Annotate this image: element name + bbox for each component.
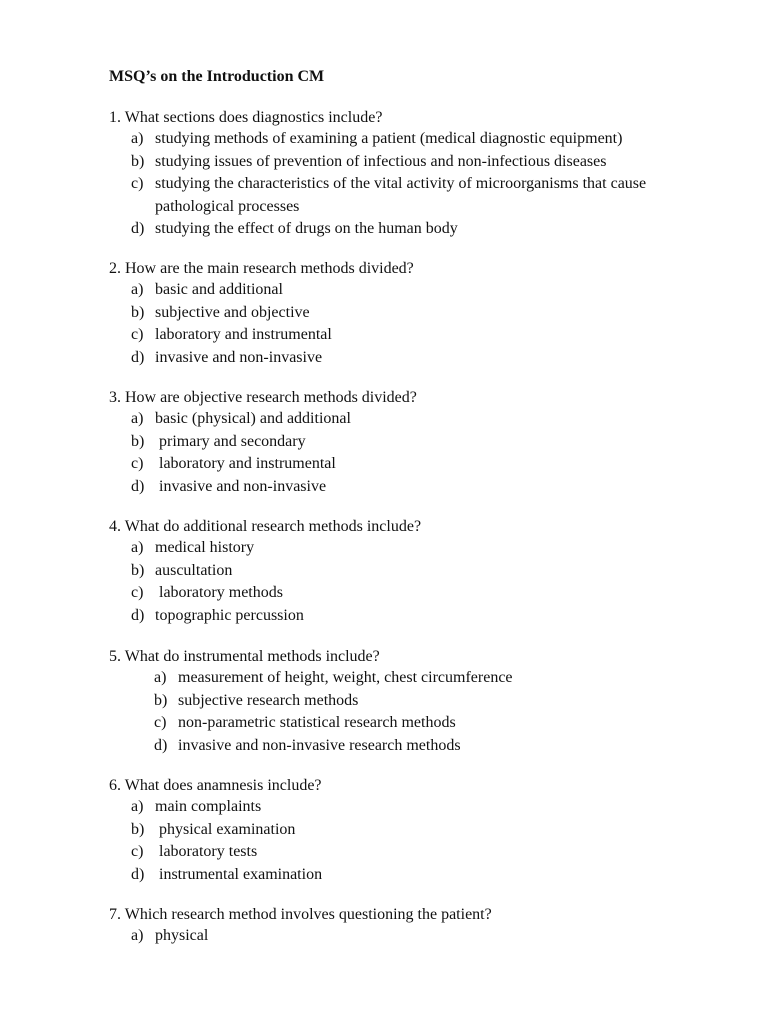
option-text: basic (physical) and additional <box>155 410 351 427</box>
options-list <box>109 537 729 627</box>
option-b <box>131 819 729 842</box>
question-text: 3. How are objective research methods divided? <box>109 389 417 406</box>
option-c <box>131 582 729 605</box>
option-text: subjective research methods <box>178 691 359 709</box>
option-letter: d) <box>131 348 145 366</box>
question-text: 4. What do additional research methods include? <box>109 518 422 535</box>
option-letter: a) <box>131 927 144 944</box>
option-letter: c) <box>131 326 144 344</box>
option-text: physical examination <box>159 820 296 838</box>
option-text: laboratory and instrumental <box>155 326 332 344</box>
option-text: invasive and non-invasive <box>155 348 323 366</box>
option-a <box>131 128 729 151</box>
option-letter: d) <box>131 865 145 883</box>
option-d <box>131 476 729 499</box>
options-list <box>109 667 729 757</box>
question-1 <box>109 108 729 241</box>
option-letter: a) <box>154 669 167 686</box>
question-text: 5. What do instrumental methods include? <box>109 648 380 665</box>
option-letter: b) <box>154 691 168 709</box>
option-c <box>131 841 729 864</box>
option-letter: a) <box>131 798 144 815</box>
option-b <box>131 431 729 454</box>
option-letter: a) <box>131 281 144 298</box>
question-4 <box>109 517 729 627</box>
option-letter: c) <box>131 175 144 193</box>
option-text: laboratory methods <box>159 584 283 602</box>
option-letter: d) <box>154 736 168 754</box>
option-b <box>131 302 729 325</box>
option-b <box>131 151 729 174</box>
option-a <box>131 925 729 948</box>
option-d <box>131 864 729 887</box>
options-list <box>109 796 729 886</box>
option-letter: c) <box>131 455 144 473</box>
option-text: measurement of height, weight, chest circumference <box>178 669 513 686</box>
option-letter: a) <box>131 130 144 147</box>
question-7 <box>109 905 729 948</box>
question-text: 6. What does anamnesis include? <box>109 777 322 794</box>
option-d <box>131 347 729 370</box>
option-d <box>154 735 729 758</box>
option-text: instrumental examination <box>159 865 323 883</box>
question-text: 2. How are the main research methods divided? <box>109 260 414 277</box>
option-text: primary and secondary <box>159 432 306 450</box>
options-list <box>109 128 729 241</box>
option-letter: a) <box>131 539 144 556</box>
option-b <box>131 560 729 583</box>
option-b <box>154 690 729 713</box>
option-text: basic and additional <box>155 281 283 298</box>
option-a <box>131 408 729 431</box>
option-letter: d) <box>131 606 145 624</box>
question-6 <box>109 776 729 886</box>
option-letter: a) <box>131 410 144 427</box>
option-letter: c) <box>131 584 144 602</box>
option-text: auscultation <box>155 561 233 579</box>
option-a <box>131 537 729 560</box>
option-letter: d) <box>131 477 145 495</box>
option-text: studying methods of examining a patient (medical diagnostic equipment) <box>155 130 623 147</box>
option-d <box>131 605 729 628</box>
option-c <box>131 324 729 347</box>
options-list <box>109 925 729 948</box>
option-text: studying the effect of drugs on the human body <box>155 220 458 238</box>
option-c <box>154 712 729 735</box>
option-text: physical <box>155 927 209 944</box>
options-list <box>109 279 729 369</box>
option-letter: b) <box>131 303 145 321</box>
option-text: laboratory and instrumental <box>159 455 336 473</box>
option-text: studying issues of prevention of infectious and non-infectious diseases <box>155 152 607 170</box>
option-a <box>131 796 729 819</box>
option-text: topographic percussion <box>155 606 304 624</box>
option-letter: b) <box>131 152 145 170</box>
option-letter: b) <box>131 820 145 838</box>
option-letter: c) <box>131 843 144 861</box>
question-text: 7. Which research method involves questioning the patient? <box>109 906 492 923</box>
option-letter: b) <box>131 432 145 450</box>
option-a <box>154 667 729 690</box>
document-title: MSQ’s on the Introduction CM <box>109 68 325 85</box>
option-text: studying the characteristics of the vital activity of microorganisms that cause pathological processes <box>155 175 647 215</box>
option-letter: d) <box>131 220 145 238</box>
option-letter: b) <box>131 561 145 579</box>
option-letter: c) <box>154 714 167 732</box>
option-text: laboratory tests <box>159 843 258 861</box>
option-c <box>131 173 729 218</box>
option-text: invasive and non-invasive <box>159 477 327 495</box>
option-text: invasive and non-invasive research methods <box>178 736 461 754</box>
question-2 <box>109 259 729 369</box>
question-5 <box>109 647 729 757</box>
question-text: 1. What sections does diagnostics include? <box>109 109 383 126</box>
option-d <box>131 218 729 241</box>
option-text: subjective and objective <box>155 303 310 321</box>
option-text: medical history <box>155 539 255 556</box>
option-c <box>131 453 729 476</box>
option-a <box>131 279 729 302</box>
option-text: main complaints <box>155 798 262 815</box>
options-list <box>109 408 729 498</box>
option-text: non-parametric statistical research methods <box>178 714 456 732</box>
question-3 <box>109 388 729 498</box>
